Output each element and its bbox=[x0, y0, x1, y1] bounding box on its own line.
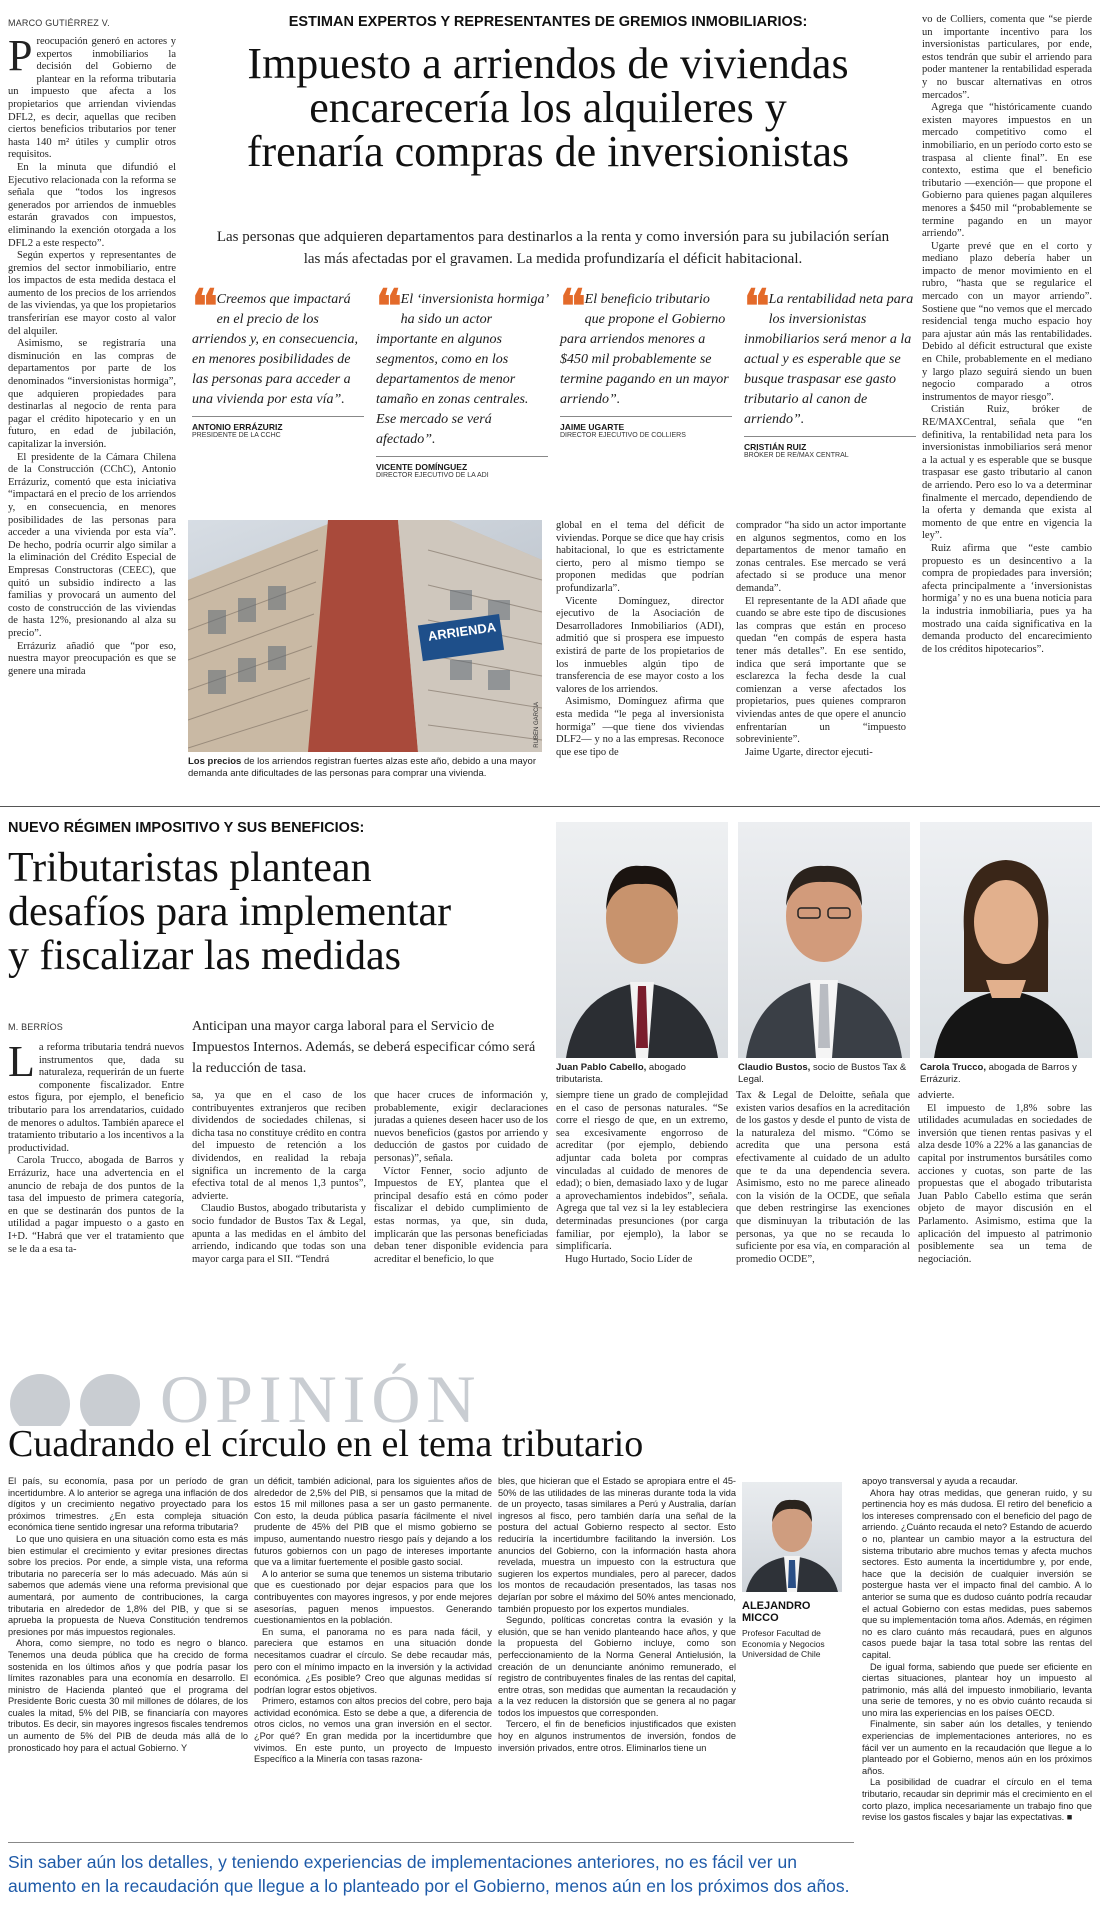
article1-column-1 bbox=[8, 36, 176, 792]
quote-text: El beneficio tributario que propone el Gobierno para arriendos menores a $450 mil probablemente se termine pagando en un mayor arriendo”. bbox=[560, 292, 729, 407]
opinion-banner bbox=[0, 1346, 1100, 1426]
quote-text: El ‘inversionista hormiga’ ha sido un actor importante en algunos segmentos, como en los departamentos de menor tamaño en zonas centrales. Ese mercado se verá afectado”. bbox=[376, 292, 548, 447]
opinion-column-4 bbox=[862, 1476, 1092, 1916]
quote-text: Creemos que impactará en el precio de los arriendos y, en consecuencia, en menores posibilidades de las personas para acceder a una vivienda por esta vía”. bbox=[192, 292, 359, 407]
section-divider bbox=[0, 806, 1100, 807]
paragraph: Vicente Domínguez, director ejecutivo de la Asociación de Desarrolladores Inmobiliarios (ADI), admitió que si prospera ese impuesto existirá de parte de los propietarios de los inmuebles algún tipo de transferencia de ese mayor costo a los valores de los arriendos. bbox=[556, 595, 724, 695]
author-last-name: MICCO bbox=[742, 1612, 779, 1624]
opinion-column-1 bbox=[8, 1476, 248, 1836]
article2-kicker: NUEVO RÉGIMEN IMPOSITIVO Y SUS BENEFICIOS: bbox=[8, 820, 365, 836]
person-role: abogada de Barros y Errázuriz. bbox=[920, 1062, 1077, 1085]
article1-dropcap: P bbox=[8, 36, 33, 80]
paragraph: La posibilidad de cuadrar el círculo en el tema tributario, recaudar sin deprimir más el crecimiento en el corto plazo, implica necesariamente un trabajo fino que revise los gastos fiscales y bajar las expectativas. ■ bbox=[862, 1777, 1092, 1823]
opinion-column-2 bbox=[254, 1476, 492, 1836]
article2-col2-body bbox=[192, 1090, 366, 1266]
paragraph: Finalmente, sin saber aún los detalles, y teniendo experiencias de implementaciones anteriores, no es fácil ver un aumento en la recaudación que llegue a lo planteado por el Gobierno, menos aún en los próximos años. bbox=[862, 1719, 1092, 1776]
arrienda-sign: ARRIENDA bbox=[426, 619, 498, 644]
paragraph: El impuesto de 1,8% sobre las utilidades acumuladas en sociedades de inversión que tienen rentas pasivas y el alza desde 10% a 22% a las ganancias de capital por instrumentos bursátiles como acciones y cuotas, son parte de las propuestas que el abogado tributarista Juan Pablo Cabello estima que serán objeto de mayor discusión en el Parlamento. Asimismo, estima que la aplicación del impuesto al patrimonio posiblemente sea un tema de negociación. bbox=[918, 1102, 1092, 1265]
opinion-col4-body bbox=[862, 1476, 1092, 1824]
portrait-trucco bbox=[920, 822, 1092, 1058]
article2-column-2 bbox=[192, 1090, 366, 1342]
article2-headline bbox=[8, 846, 548, 978]
photo-credit: RUBÉN GARCÍA bbox=[534, 702, 540, 748]
article2-col3-body bbox=[374, 1090, 548, 1266]
paragraph: Hugo Hurtado, Socio Líder de bbox=[565, 1253, 693, 1265]
article1-col1-body bbox=[8, 36, 176, 678]
building-photo bbox=[188, 520, 542, 752]
paragraph: En suma, el panorama no es para nada fácil, y pareciera que estamos en una situación donde necesitamos cuadrar el círculo. Se debe recaudar más, pero con el mínimo impacto en la inversión y la actividad económica. ¿Es posible? Creo que algunas medidas sí podrían lograr estos objetivos. bbox=[254, 1626, 492, 1695]
person-role: abogado tributarista. bbox=[556, 1062, 686, 1085]
paragraph: Lo que uno quisiera en una situación como esta es más bien estimular el crecimiento y evitar presiones directas sobre los precios. Por ende, a simple vista, una reforma tributaria no parecería ser lo más adecuado. Más aún si sabemos que además viene una reforma previsional que aumentará, por aumento de contribuciones, la carga tributaria en alrededor de 1,8% del PIB, y que si se aprueba la propuesta de Nueva Constitución tendremos presiones por más impuestos regionales. bbox=[8, 1533, 248, 1637]
author-name bbox=[742, 1600, 846, 1624]
paragraph: Tax & Legal de Deloitte, señala que existen varios desafíos en la acreditación de los gastos y desde el punto de vista de la naturaleza del mismo. “Cómo se acredita que una persona está efectivamente al cuidado de un adulto que te da una dependencia severa. Asimismo, esto no me parece alineado con la visión de la OCDE, que señala que deben restringirse las exenciones que disminuyan la tributación de las personas, ya que no se recauda lo suficiente por esa vía, en comparación al promedio OCDE”, bbox=[736, 1090, 910, 1265]
caption-text: de los arriendos registran fuertes alzas este año, debido a una mayor demanda ante dificultades de las personas para comprar una vivienda. bbox=[188, 756, 536, 779]
caption-bustos bbox=[738, 1062, 910, 1086]
portrait-cabello bbox=[556, 822, 728, 1058]
quote-ruiz bbox=[744, 281, 916, 459]
quote-ugarte bbox=[560, 281, 732, 439]
paragraph: Tercero, el fin de beneficios injustificados que existen hoy en algunos instrumentos de inversión, fondos de inversión privados, entre otros. Eliminarlos tiene un bbox=[498, 1719, 736, 1753]
paragraph: reocupación generó en actores y expertos inmobiliarios la decisión del Gobierno de plantear en la reforma tributaria un impuesto que afecta a los propietarios que arriendan viviendas DFL2, es decir, aquellas que reciben ciertos beneficios tributarios por tener hasta 140 m² útiles y cumplir otros requisitos. bbox=[8, 36, 176, 161]
person-silhouette bbox=[742, 1482, 842, 1592]
article1-kicker: ESTIMAN EXPERTOS Y REPRESENTANTES DE GREMIOS INMOBILIARIOS: bbox=[288, 14, 808, 30]
author-first-name: ALEJANDRO bbox=[742, 1600, 811, 1612]
article1-column-3 bbox=[556, 520, 724, 792]
article1-col4-body bbox=[736, 520, 906, 759]
opinion-quote-icon bbox=[0, 1346, 180, 1426]
paragraph: vo de Colliers, comenta que “se pierde un importante incentivo para los inversionistas particulares, por ende, estos tendrán que subir el arriendo para poder mantener la rentabilidad esperada y no buscar alternativas en otros mercados”. bbox=[922, 14, 1092, 101]
article2-deck: Anticipan una mayor carga laboral para el Servicio de Impuestos Internos. Además, se deberá especificar cómo será la reducción de tasa. bbox=[192, 1019, 536, 1076]
article2-headline-line-1: Tributaristas plantean bbox=[8, 845, 372, 891]
article1-deck: Las personas que adquieren departamentos para destinarlos a la renta y como inversión para su jubilación serían las más afectadas por el gravamen. La medida profundizaría el déficit habitacional. bbox=[216, 229, 890, 267]
caption-bold: Los precios bbox=[188, 756, 242, 767]
article2-headline-line-3: y fiscalizar las medidas bbox=[8, 933, 402, 979]
caption-cabello bbox=[556, 1062, 728, 1086]
paragraph: bles, que hicieran que el Estado se apropiara entre el 45-50% de las utilidades de las mineras durante toda la vida de un proyecto, tasas similares a Perú y Australia, darían ingresos al fisco, pero también daría una señal de la postura del actual Gobierno respecto al sector. Esto reduciría la incertidumbre facilitando la inversión. Los anuncios del Gobierno, con la información hasta ahora revelada, muestra un impuesto con la estructura que sugieren los expertos mundiales, pero al parecer, dados los montos de recaudación presentados, las tasas nos dejarían por sobre el máximo del 50% antes mencionado, también propuesto por los expertos mundiales. bbox=[498, 1476, 736, 1614]
paragraph: global en el tema del déficit de viviendas. Porque se dice que hay crisis habitacional, lo que es estrictamente cierto, pero al mismo tiempo se proponen medidas que podrían profundizarla”. bbox=[556, 520, 724, 594]
author-role: Profesor Facultad de Economía y Negocios Universidad de Chile bbox=[742, 1628, 825, 1659]
article1-headline bbox=[188, 39, 908, 176]
paragraph: que hacer cruces de información y, probablemente, exigir declaraciones juradas a quienes deseen hacer uso de los nuevos beneficios (gastos por arriendo y deducción de gastos por cuidado de personas)”, señala. bbox=[374, 1090, 548, 1164]
opinion-headline: Cuadrando el círculo en el tema tributario bbox=[8, 1423, 644, 1465]
paragraph: Jaime Ugarte, director ejecuti- bbox=[745, 746, 873, 758]
article2-headline-line-2: desafíos para implementar bbox=[8, 889, 452, 935]
paragraph: Claudio Bustos, abogado tributarista y socio fundador de Bustos Tax & Legal, apunta a las medidas en el ámbito del arriendo, indicando que todas son una mayor carga para el SII. “Tendrá bbox=[192, 1203, 366, 1265]
paragraph: sa, ya que en el caso de los contribuyentes extranjeros que reciben dividendos de sociedades chilenas, si dicha tasa no constituye crédito en contra del impuesto de retención a los dividendos, en realidad la rebaja significa un incremento de la carga efectiva total de al menos 1,3 puntos”, advierte. bbox=[192, 1090, 366, 1202]
quote-errazuriz bbox=[192, 281, 364, 439]
article2-column-1 bbox=[8, 1042, 184, 1342]
paragraph: apoyo transversal y ayuda a recaudar. bbox=[862, 1476, 1018, 1486]
paragraph: Segundo, políticas concretas contra la evasión y la elusión, que se han venido planteando hace años, y que la propuesta del Gobierno incluye, como son perfeccionamiento de la Norma General Antielusión, la creación de un denunciante anónimo remunerado, el registro de contribuyentes finales de las rentas del capital, entre otras, son medidas que aumentan la recaudación y a la vez reducen la distorsión que se genera al no pagar todos los impuestos que corresponden. bbox=[498, 1615, 736, 1718]
building-photo-caption bbox=[188, 756, 544, 780]
paragraph: El representante de la ADI añade que cuando se abre este tipo de discusiones las compras que están en proceso quedan “en compás de espera hasta tener más detalles”. En ese sentido, indica que será importante que se esclarezca la fecha desde la cual comienzan a verse afectados los propietarios, pues quienes compraron viviendas antes de que opere el anuncio enfrentarían un “impuesto sobreviniente”. bbox=[736, 595, 906, 746]
quote-mark-icon: ❛❛ bbox=[376, 281, 398, 332]
article1-col3-body bbox=[556, 520, 724, 759]
article2-byline: M. BERRÍOS bbox=[8, 1022, 64, 1032]
person-name: Juan Pablo Cabello, bbox=[556, 1062, 647, 1073]
paragraph: un déficit, también adicional, para los siguientes años de alrededor de 2,5% del PIB, si pensamos que la mitad de estos 15 mil millones pasa a ser un gasto permanente. Con esto, la deuda pública pasaría fácilmente el nivel prudente de 45% del PIB que el mismo gobierno se impuso, aumentando nuestro riesgo país y dejando a los futuros gobiernos con un pago de intereses importante que va a limitar fuertemente el posible gasto social. bbox=[254, 1476, 492, 1568]
article1-column-5 bbox=[922, 14, 1092, 792]
article1-headline-line-2: encarecería los alquileres y bbox=[309, 83, 787, 132]
paragraph: comprador “ha sido un actor importante en algunos segmentos, como en los departamentos de menor tamaño en zonas centrales. Ese mercado se verá afectado si se produce una menor demanda”. bbox=[736, 520, 906, 594]
opinion-pullquote: Sin saber aún los detalles, y teniendo experiencias de implementaciones anteriores, no es fácil ver un aumento en la recaudación que llegue a lo planteado por el Gobierno, menos aún en los próximos dos años. bbox=[8, 1852, 850, 1896]
paragraph: Asimismo, Domínguez afirma que esta medida “le pega al inversionista hormiga” —que tiene dos viviendas DLF2— y no a las empresas. Reconoce que ese tipo de bbox=[556, 696, 724, 758]
paragraph: Ahora hay otras medidas, que generan ruido, y su pertinencia hoy es más dudosa. El retiro del beneficio a los intereses comprensado con el beneficio del pago de arriendo. ¿Cuánto recauda el neto? Estando de acuerdo o no, plantear un cambio mayor a la estructura del sistema tributario abre muchos temas y afecta muchos sectores. Esto aumenta la incertidumbre y, por ende, hace que la decisión de cualquier inversión se postergue hasta ver el impacto final del cambio. A lo anterior se suma que es dudoso cuánto podría recaudar el actual Gobierno con estas medidas, pues sabemos que su implementación toma años. Además, en régimen no es claro cuánto más recaudará, pues en algunos casos puede bajar la tasa total sobre las rentas del capital. bbox=[862, 1487, 1092, 1660]
quote-name: VICENTE DOMÍNGUEZ bbox=[376, 456, 548, 472]
paragraph: a reforma tributaria tendrá nuevos instrumentos que, dada su naturaleza, requerirán de un fuerte componente fiscalizador. Entre estos figura, por ejemplo, el beneficio tributario para los arrendatarios, cuidado de menores o adultos. También aparece el tratamiento tributario a los incentivos a la productividad. bbox=[8, 1042, 184, 1154]
opinion-column-3 bbox=[498, 1476, 736, 1836]
person-silhouette bbox=[920, 822, 1092, 1058]
paragraph: Ugarte prevé que en el corto y mediano plazo debería haber un impacto de menor movimiento en el rubro, “hasta que se regularice el mercado con un mayor arriendo”. Sostiene que “no vemos que el mercado residencial tenga mucho espacio hoy para ajustar aún más las rentabilidades. Debido al déficit estructural que existe en Chile, probablemente en el mediano y largo plazo seguirá siendo un buen negocio comparado a otros instrumentos de mayor riesgo”. bbox=[922, 240, 1092, 403]
quote-role: DIRECTOR EJECUTIVO DE COLLIERS bbox=[560, 432, 686, 439]
quote-mark-icon: ❛❛ bbox=[192, 281, 214, 332]
paragraph: El presidente de la Cámara Chilena de la Construcción (CChC), Antonio Errázuriz, comentó que esta iniciativa “impactará en el precio de los arriendos y, en consecuencia, en menores posibilidades de las personas para acceder a una vivienda por esta vía”. De hecho, podría ocurrir algo similar a la eliminación del Crédito Especial de Empresas Constructoras (CEEC), que quitó un subsidio indirecto a las familias y provocará un aumento del costo de construcción de las viviendas de hasta 12%, presionando al alza su precio”. bbox=[8, 451, 176, 639]
paragraph: Errázuriz añadió que “por eso, nuestra mayor preocupación es que se genere una mirada bbox=[8, 640, 176, 677]
person-name: Carola Trucco, bbox=[920, 1062, 986, 1073]
pullquote-rule bbox=[8, 1842, 854, 1843]
article1-byline: MARCO GUTIÉRREZ V. bbox=[8, 18, 110, 28]
quote-name: ANTONIO ERRÁZURIZ bbox=[192, 416, 364, 432]
paragraph: Ahora, como siempre, no todo es negro o blanco. Tenemos una deuda pública que ha crecido de forma sostenida en los últimos años y que podría pasar los límites razonables para una economía en desarrollo. El ministro de Hacienda planteó que el programa del Presidente Boric cuesta 30 mil millones de dólares, de los cuales la mitad, 5% del PIB, se financiaría con mayores tributos. Es decir, sin mayores ingresos fiscales tendremos un aumento de 5% del PIB de deuda más allá de lo pronosticado hoy para el actual Gobierno. Y bbox=[8, 1638, 248, 1753]
paragraph: Carola Trucco, abogada de Barros y Errázuriz, hace una advertencia en el anuncio de rebaja de dos puntos de la tasa del impuesto de primera categoría, en que se destinarán dos puntos de la utilidad a pagar impuesto o a gasto en I+D. “Habrá que ver el tratamiento que se le da a esa ta- bbox=[8, 1155, 184, 1255]
quote-mark-icon: ❛❛ bbox=[560, 281, 582, 332]
quote-role: DIRECTOR EJECUTIVO DE LA ADI bbox=[376, 472, 489, 479]
paragraph: Ruiz afirma que “este cambio propuesto es un desincentivo a la compra de propiedades para inversión; afecta principalmente a ‘inversionistas hormiga’ y no es una buena noticia para la industria inmobiliaria, pues ya ha mostrado una caída significativa en la demanda producto del encarecimiento de los créditos hipotecarios”. bbox=[922, 542, 1092, 655]
paragraph: Asimismo, se registraría una disminución en las compras de departamentos por parte de los denominados “inversionistas hormiga”, que adquieren propiedades para destinarlas al negocio de renta para pagar el crédito hipotecario y en un futuro, en edad de jubilación, capitalizar la inversión. bbox=[8, 338, 176, 450]
opinion-col1-body bbox=[8, 1476, 248, 1754]
article2-col6-body bbox=[918, 1090, 1092, 1266]
quote-role: PRESIDENTE DE LA CCHC bbox=[192, 432, 281, 439]
paragraph: Agrega que “históricamente cuando existen mayores impuestos en un mercado competitivo como el inmobiliario, en un período corto esto se traspasa al cliente final”. En ese contexto, estima que el beneficio tributario —exención— que propone el Gobierno para quienes pagan alquileres menores a $450 mil “probablemente se termine pagando en un mayor arriendo”. bbox=[922, 102, 1092, 240]
article2-column-5 bbox=[736, 1090, 910, 1342]
quote-text: La rentabilidad neta para los inversionistas inmobiliarios será menor a la actual y es esperable que se busque traspasar ese gasto tributario al canon de arriendo”. bbox=[744, 292, 914, 427]
paragraph: El país, su economía, pasa por un período de gran incertidumbre. A lo anterior se agrega una inflación de dos dígitos y un crecimiento negativo proyectado para los próximos trimestres. ¿En esta compleja situación económica tiene sentido ingresar una reforma tributaria? bbox=[8, 1476, 248, 1533]
person-role: socio de Bustos Tax & Legal. bbox=[738, 1062, 907, 1085]
paragraph: De igual forma, sabiendo que puede ser eficiente en ciertas situaciones, plantear hoy un impuesto al patrimonio, más allá del impuesto inmobiliario, levanta una serie de temores, y no es obvio cuánto recauda si uno mira las experiencias en los países OECD. bbox=[862, 1661, 1092, 1718]
quote-dominguez bbox=[376, 281, 548, 479]
quote-name: JAIME UGARTE bbox=[560, 416, 732, 432]
article1-column-4 bbox=[736, 520, 906, 792]
article1-col5-body bbox=[922, 14, 1092, 656]
paragraph: A lo anterior se suma que tenemos un sistema tributario que es cuestionado por dejar espacios para que los contribuyentes con mayores ingresos, y por ende mejores asesorías, paguen menos impuestos. Generando cuestionamientos en la población. bbox=[254, 1568, 492, 1626]
article1-headline-line-1: Impuesto a arriendos de viviendas bbox=[247, 39, 849, 88]
paragraph: En la minuta que difundió el Ejecutivo relacionada con la reforma se señala que “todos los ingresos generados por arriendos de inmuebles estarán gravados con impuestos, eliminando la exención otorgada a los DFL2 a este respecto”. bbox=[8, 161, 176, 249]
caption-trucco bbox=[920, 1062, 1092, 1086]
paragraph: siempre tiene un grado de complejidad en el caso de personas naturales. “Se corre el riesgo de que, en un extremo, sea excesivamente engorroso de acreditar (por ejemplo, debiendo adjuntar cada boleta por compras vinculadas al cuidado de menores de edad); o bien, demasiado laxo y de lugar a aprovechamientos indebidos”, señala. Agrega que tal vez si la ley estableciera determinadas presunciones (por carga familiar, por ejemplo), la labor se simplificaría. bbox=[556, 1090, 728, 1253]
opinion-col3-body bbox=[498, 1476, 736, 1754]
portrait-bustos bbox=[738, 822, 910, 1058]
person-name: Claudio Bustos, bbox=[738, 1062, 811, 1073]
paragraph: Según expertos y representantes de gremios del sector inmobiliario, entre los impactos de esta medida destaca el aumento de los precios de los arriendos de las viviendas, ya que los propietarios transferirían ese mayor costo al valor del alquiler. bbox=[8, 250, 176, 337]
article2-col4-body bbox=[556, 1090, 728, 1266]
article2-dropcap: L bbox=[8, 1042, 35, 1086]
person-silhouette bbox=[556, 822, 728, 1058]
opinion-label: OPINIÓN bbox=[160, 1361, 482, 1426]
opinion-col2-body bbox=[254, 1476, 492, 1766]
quote-role: BRÓKER DE RE/MAX CENTRAL bbox=[744, 452, 849, 459]
article2-col5-body bbox=[736, 1090, 910, 1266]
author-photo bbox=[742, 1482, 842, 1592]
paragraph: Primero, estamos con altos precios del cobre, pero baja actividad económica. Esto se debe a que, a diferencia de otros ciclos, no vemos una gran inversión en el sector. ¿Por qué? En gran medida por la incertidumbre que vivimos. En este punto, un proyecto de Impuesto Específico a la Minería con tasas razona- bbox=[254, 1696, 492, 1765]
person-silhouette bbox=[738, 822, 910, 1058]
quote-mark-icon: ❛❛ bbox=[744, 281, 766, 332]
article2-column-4 bbox=[556, 1090, 728, 1342]
quote-name: CRISTIÁN RUIZ bbox=[744, 436, 916, 452]
paragraph: Cristián Ruiz, bróker de RE/MAXCentral, señala que “en definitiva, la rentabilidad neta para los inversionistas inmobiliarios será menor a la actual y es esperable que se busque traspasar ese gasto tributario al canon de arriendo. Pero eso lo va a determinar finalmente el mercado, dependiendo de la oferta y demanda que exista al momento de que entre en vigencia la ley”. bbox=[922, 404, 1092, 542]
building-illustration bbox=[188, 520, 542, 752]
article1-headline-line-3: frenaría compras de inversionistas bbox=[246, 127, 850, 176]
paragraph: advierte. bbox=[918, 1090, 955, 1101]
article2-column-3 bbox=[374, 1090, 548, 1342]
article2-column-6 bbox=[918, 1090, 1092, 1342]
paragraph: Víctor Fenner, socio adjunto de Impuestos de EY, plantea que el principal desafío está en cómo poder fiscalizar el debido cumplimiento de estas normas, ya que, sin duda, implicarán que las personas beneficiadas deban tener disponible evidencia para acreditar el beneficio, lo que bbox=[374, 1165, 548, 1265]
